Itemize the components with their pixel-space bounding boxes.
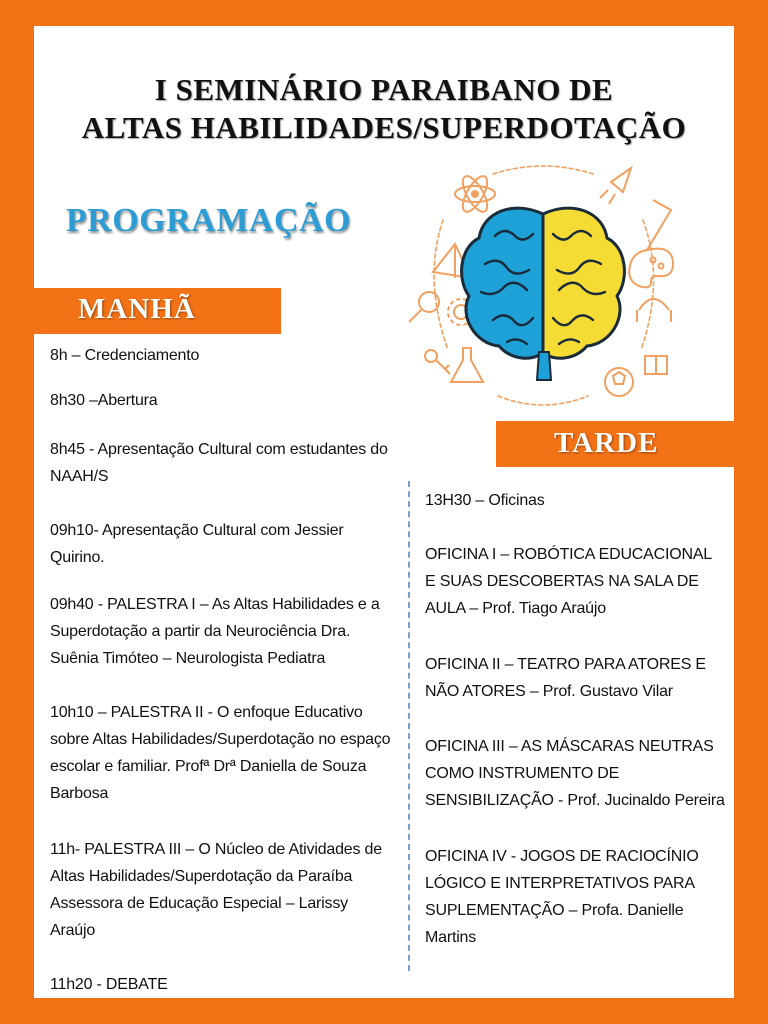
manha-entry-credenciamento: 8h – Credenciamento [50, 347, 200, 364]
tarde-entry-oficina-2: OFICINA II – TEATRO PARA ATORES E NÃO ATORES – Prof. Gustavo Vilar [425, 656, 706, 700]
manha-entry-palestra-3: 11h- PALESTRA III – O Núcleo de Atividades de Altas Habilidades/Superdotação da Paraíba Assessora de Educação Especial – Larissy Araújo [50, 841, 382, 939]
manha-entry-palestra-1: 09h40 - PALESTRA I – As Altas Habilidades e a Superdotação a partir da Neurociência Dra. Suênia Timóteo – Neurologista Pediatra [50, 596, 380, 667]
column-divider [408, 481, 410, 971]
manha-entry-apresentacao-jessier: 09h10- Apresentação Cultural com Jessier Quirino. [50, 522, 344, 566]
manha-entry-abertura: 8h30 –Abertura [50, 392, 158, 409]
seminar-title-line-1: I SEMINÁRIO PARAIBANO DE [154, 72, 614, 107]
tarde-label: TARDE [554, 427, 659, 459]
tarde-entry-oficinas: 13H30 – Oficinas [425, 492, 545, 509]
manha-banner [34, 288, 281, 334]
tarde-entry-oficina-1: OFICINA I – ROBÓTICA EDUCACIONAL E SUAS DESCOBERTAS NA SALA DE AULA – Prof. Tiago Araújo [425, 546, 712, 617]
seminar-title-line-2: ALTAS HABILIDADES/SUPERDOTAÇÃO [81, 110, 687, 145]
manha-label: MANHÃ [78, 293, 196, 325]
tarde-banner [496, 421, 734, 467]
brain-with-science-doodles-icon [403, 160, 683, 416]
manha-entry-apresentacao-naahs: 8h45 - Apresentação Cultural com estudantes do NAAH/S [50, 441, 388, 485]
tarde-entry-oficina-4: OFICINA IV - JOGOS DE RACIOCÍNIO LÓGICO E INTERPRETATIVOS PARA SUPLEMENTAÇÃO – Profa. Danielle Martins [425, 848, 699, 946]
tarde-entry-oficina-3: OFICINA III – AS MÁSCARAS NEUTRAS COMO INSTRUMENTO DE SENSIBILIZAÇÃO - Prof. Jucinaldo Pereira [425, 738, 725, 809]
manha-entry-debate: 11h20 - DEBATE [50, 976, 168, 993]
poster [34, 26, 734, 998]
programacao-heading: PROGRAMAÇÃO [66, 202, 352, 239]
manha-entry-palestra-2: 10h10 – PALESTRA II - O enfoque Educativo sobre Altas Habilidades/Superdotação no espaço escolar e familiar. Profª Drª Daniella de Souza Barbosa [50, 704, 391, 802]
